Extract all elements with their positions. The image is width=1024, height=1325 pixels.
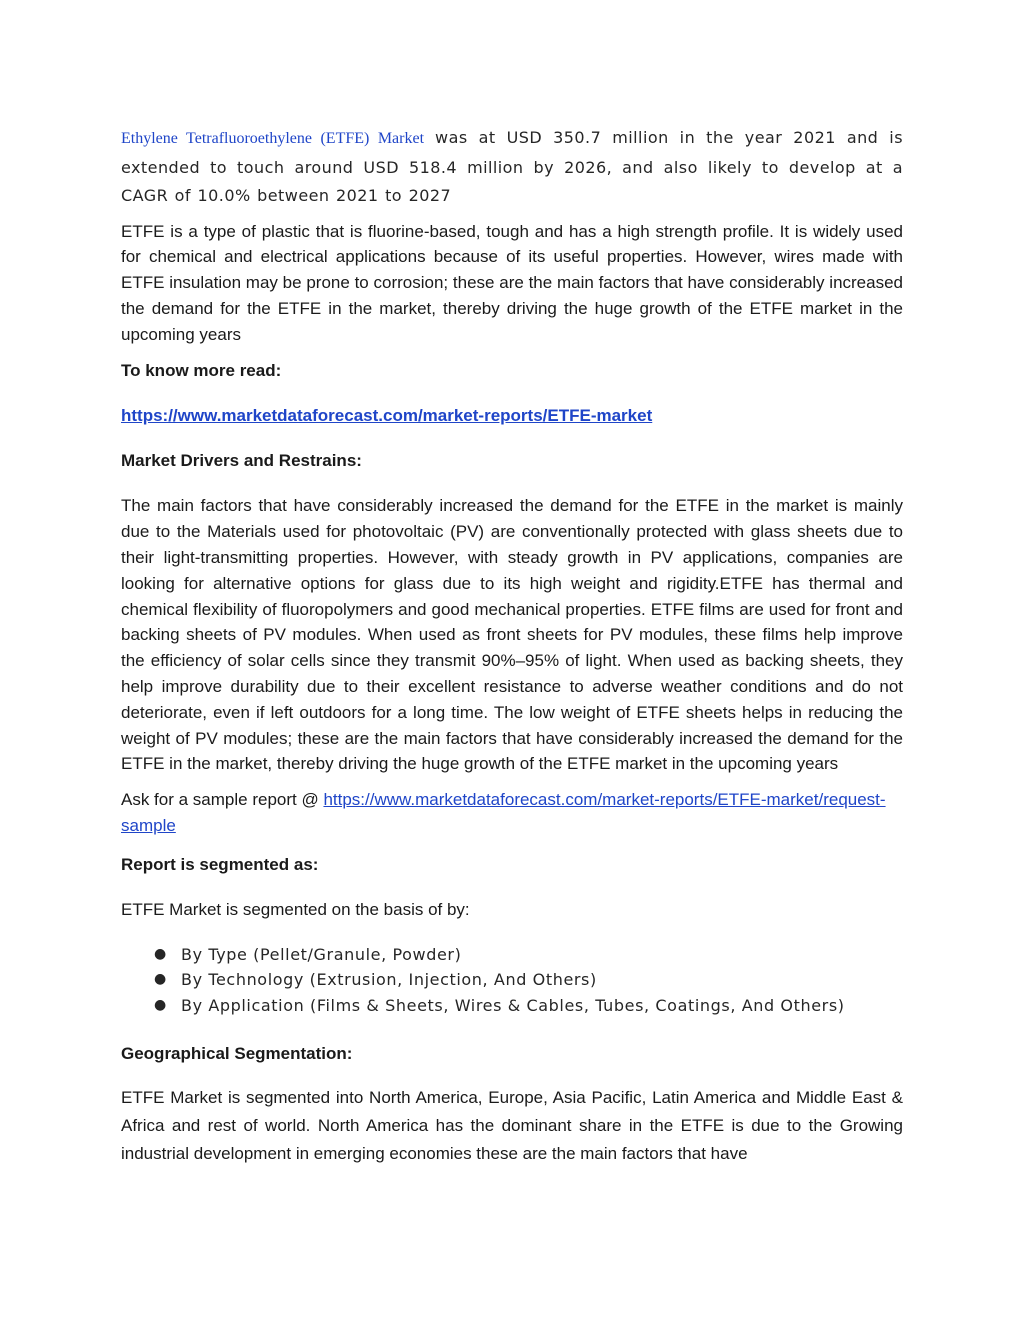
market-title-link[interactable]: Ethylene Tetrafluoroethylene (ETFE) Market [121,130,425,147]
know-more-heading: To know more read: [121,361,282,381]
geo-heading: Geographical Segmentation: [121,1043,353,1063]
intro-text: was at USD 350.7 million in the year 2021 and is extended to touch around USD 518.4 million by 2026, and also likely to develop at a CAGR of 10.0% between 2021 to 2027 [121,128,903,205]
list-item: ● By Technology (Extrusion, Injection, And Others) [121,967,903,993]
report-url-link[interactable]: https://www.marketdataforecast.com/market-reports/ETFE-market [121,406,653,426]
list-item: ● By Type (Pellet/Granule, Powder) [121,942,903,968]
bullet-icon: ● [154,997,167,1014]
segment-list [121,942,903,1019]
sample-paragraph [121,787,903,839]
segmented-intro: ETFE Market is segmented on the basis of by: [121,899,470,919]
geo-paragraph: ETFE Market is segmented into North America, Europe, Asia Pacific, Latin America and Middle East & Africa and rest of world. North America has the dominant share in the ETFE is due to the Growing industrial development in emerging economies these are the main factors that have [121,1087,903,1163]
sample-url-link[interactable]: https://www.marketdataforecast.com/market-reports/ETFE-market/request-sample [121,790,886,836]
list-item: ● By Application (Films & Sheets, Wires & Cables, Tubes, Coatings, And Others) [121,993,903,1019]
bullet-icon: ● [154,945,167,962]
drivers-heading: Market Drivers and Restrains: [121,451,362,471]
description-paragraph: ETFE is a type of plastic that is fluorine-based, tough and has a high strength profile. It is widely used for chemical and electrical applications because of its useful properties. However, wires made with ETFE insulation may be prone to corrosion; these are the main factors that have considerably increased the demand for the ETFE in the market, thereby driving the huge growth of the ETFE market in the upcoming years [121,221,903,344]
drivers-paragraph: The main factors that have considerably increased the demand for the ETFE in the market is mainly due to the Materials used for photovoltaic (PV) are conventionally protected with glass sheets due to their light-transmitting properties. However, with steady growth in PV applications, companies are looking for alternative options for glass due to its high weight and rigidity.ETFE has thermal and chemical flexibility of fluoropolymers and good mechanical properties. ETFE films are used for front and backing sheets of PV modules. When used as front sheets for PV modules, these films help improve the efficiency of solar cells since they transmit 90%–95% of light. When used as backing sheets, they help improve durability due to their excellent resistance to adverse weather conditions and do not deteriorate, even if left outdoors for a long time. The low weight of ETFE sheets helps in reducing the weight of PV modules; these are the main factors that have considerably increased the demand for the ETFE in the market, thereby driving the huge growth of the ETFE market in the upcoming years [121,496,903,774]
bullet-icon: ● [154,971,167,988]
intro-paragraph [121,124,903,211]
sample-prefix: Ask for a sample report @ [121,790,324,810]
segmented-heading: Report is segmented as: [121,854,319,874]
document-content [121,124,903,1168]
know-more-link-paragraph [121,404,903,428]
